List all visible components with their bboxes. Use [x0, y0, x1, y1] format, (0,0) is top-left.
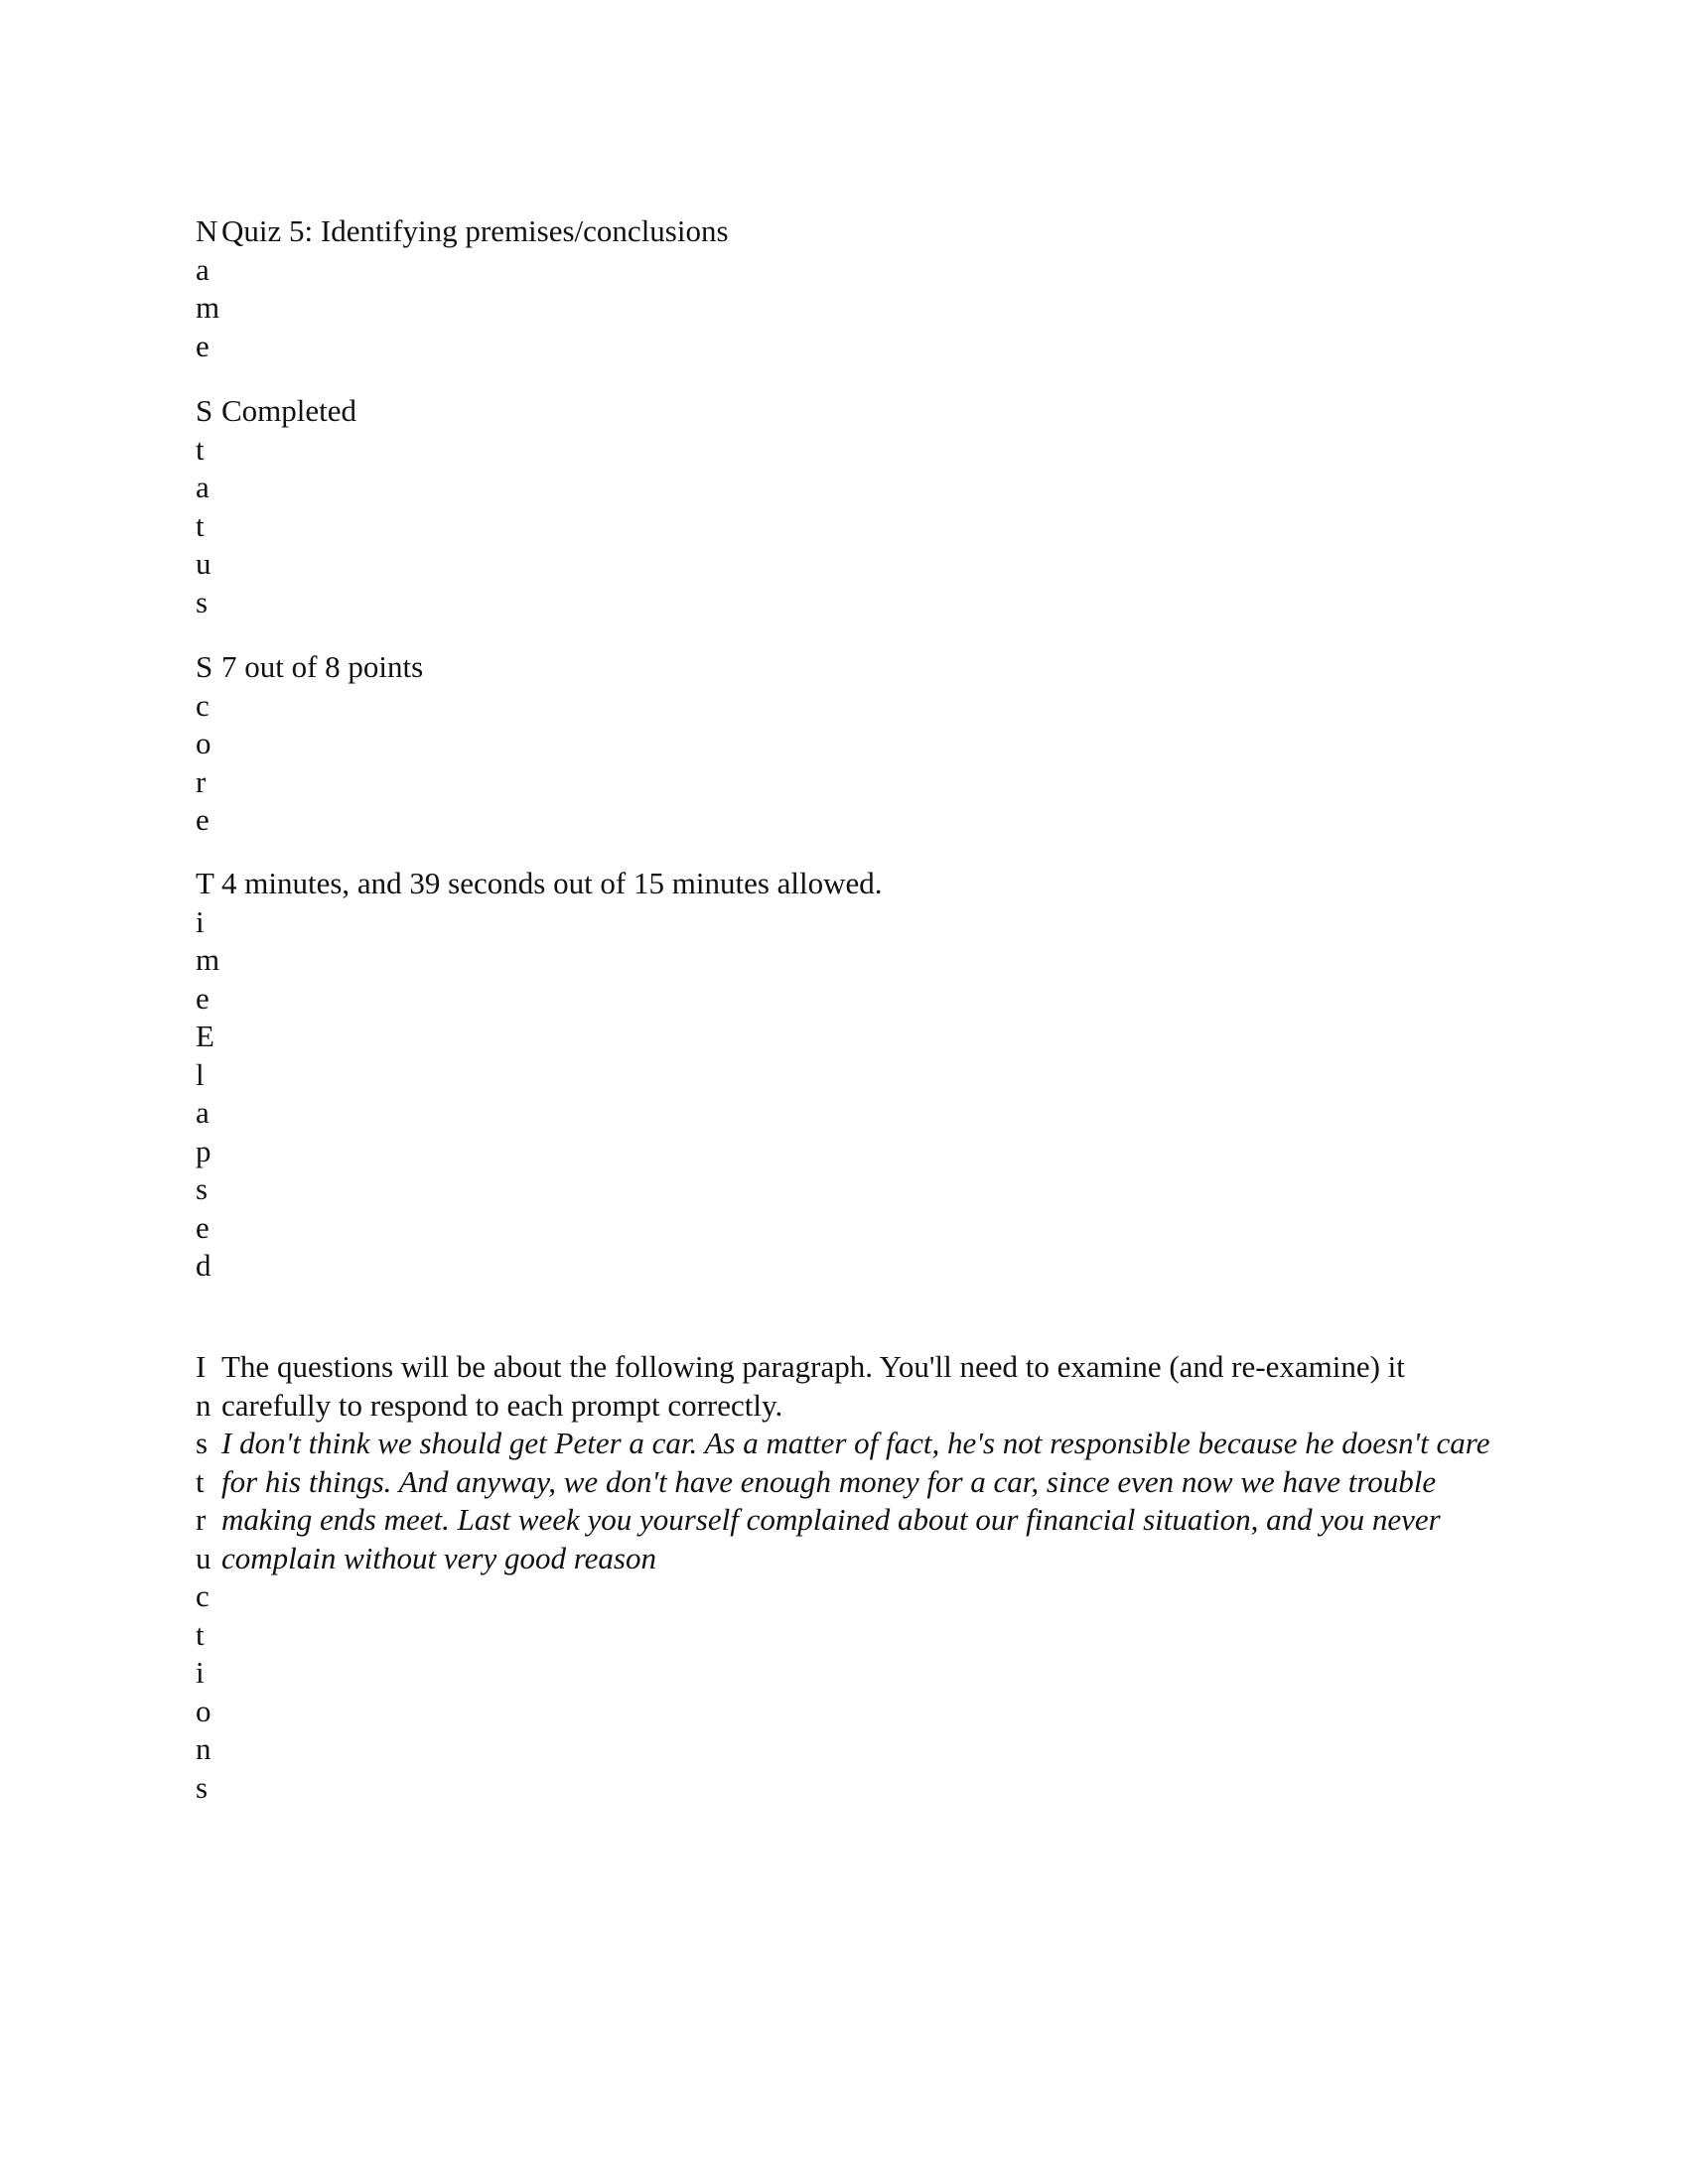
name-row	[196, 212, 1506, 371]
time-elapsed-value: 4 minutes, and 39 seconds out of 15 minutes allowed.	[221, 866, 883, 900]
instructions-text: The questions will be about the following paragraph. You'll need to examine (and re-examine) it carefully to respond to each prompt correctly.	[221, 1349, 1405, 1423]
time-elapsed-label: Time Elapsed	[196, 866, 220, 1283]
argument-passage: I don't think we should get Peter a car. As a matter of fact, he's not responsible because he doesn't care for his things. And anyway, we don't have enough money for a car, since even now we have trouble making ends meet. Last week you yourself complained about our financial situation, and you never complain without very good reason	[221, 1426, 1490, 1575]
score-row	[196, 648, 1506, 847]
status-label: Status	[196, 393, 213, 619]
instructions-label: Instructions	[196, 1349, 211, 1805]
score-value: 7 out of 8 points	[221, 649, 424, 684]
time-elapsed-row	[196, 865, 1506, 1321]
instructions-content	[221, 1348, 1512, 1577]
instructions-row	[196, 1348, 1506, 1815]
status-row	[196, 392, 1506, 630]
quiz-name-value: Quiz 5: Identifying premises/conclusions	[221, 213, 729, 248]
name-label: Name	[196, 213, 220, 363]
score-label: Score	[196, 649, 213, 837]
status-value: Completed	[221, 393, 357, 428]
